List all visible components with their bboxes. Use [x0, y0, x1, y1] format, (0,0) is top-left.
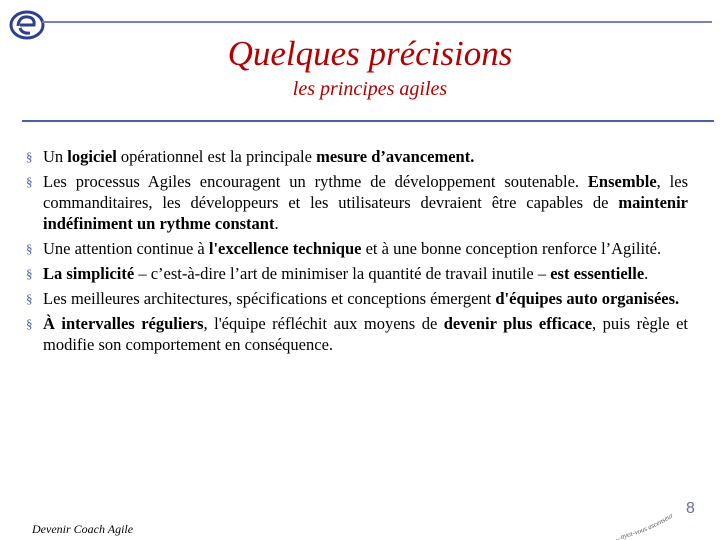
slide-title: Quelques précisions: [227, 34, 513, 73]
bullet-emphasis: logiciel: [67, 147, 117, 166]
bullet-item: [26, 263, 688, 284]
bullet-emphasis: À intervalles réguliers: [43, 314, 204, 333]
bullet-emphasis: est essentielle: [550, 264, 645, 283]
bullet-item: [26, 238, 688, 259]
bullet-text: Une attention continue à: [43, 239, 209, 258]
bullet-text: Un: [43, 147, 68, 166]
bullet-text: , les commanditaires, les développeurs et les utilisateurs devraient être capables de: [43, 172, 688, 212]
bullet-text: , puis règle et modifie son comportement en conséquence.: [43, 314, 688, 354]
bullet-emphasis: Ensemble: [587, 172, 657, 191]
square-bullet-icon: §: [26, 291, 33, 306]
bullet-emphasis: maintenir indéfiniment un rythme constant: [43, 193, 688, 233]
bullet-list: [26, 146, 688, 359]
square-bullet-icon: §: [26, 241, 33, 256]
bullet-emphasis: d'équipes auto organisées.: [495, 289, 680, 308]
bullet-text: , l'équipe réfléchit aux moyens de: [203, 314, 444, 333]
bullet-text: opérationnel est la principale: [116, 147, 317, 166]
square-bullet-icon: §: [26, 149, 33, 164]
bullet-text: Les meilleures architectures, spécifications et conceptions émergent: [43, 289, 496, 308]
bullet-item: [26, 313, 688, 355]
footer-arc-text: [614, 500, 694, 540]
bullet-text: et à une bonne conception renforce l’Agilité.: [361, 239, 662, 258]
header-rule: [42, 21, 712, 23]
bullet-item: [26, 288, 688, 309]
slide-subtitle: les principes agiles: [292, 78, 448, 100]
footer-course-title: Devenir Coach Agile: [32, 522, 134, 536]
bullet-item: [26, 171, 688, 234]
bullet-text: Les processus Agiles encouragent un rythme de développement soutenable.: [43, 172, 588, 191]
square-bullet-icon: §: [26, 266, 33, 281]
bullet-text: – c’est-à-dire l’art de minimiser la quantité de travail inutile –: [134, 264, 551, 283]
bullet-item: [26, 146, 688, 167]
bullet-emphasis: mesure d’avancement.: [316, 147, 475, 166]
bullet-emphasis: l'excellence technique: [208, 239, 362, 258]
bullet-emphasis: La simplicité: [43, 264, 135, 283]
bullet-text: .: [274, 214, 279, 233]
bullet-emphasis: devenir plus efficace: [443, 314, 593, 333]
square-bullet-icon: §: [26, 174, 33, 189]
page-number: 8: [686, 500, 695, 517]
square-bullet-icon: §: [26, 316, 33, 331]
svg-text:...ayez-vous ascenseur: ...ayez-vous ascenseur: [614, 511, 675, 540]
bullet-text: .: [644, 264, 649, 283]
title-divider: [22, 120, 714, 122]
